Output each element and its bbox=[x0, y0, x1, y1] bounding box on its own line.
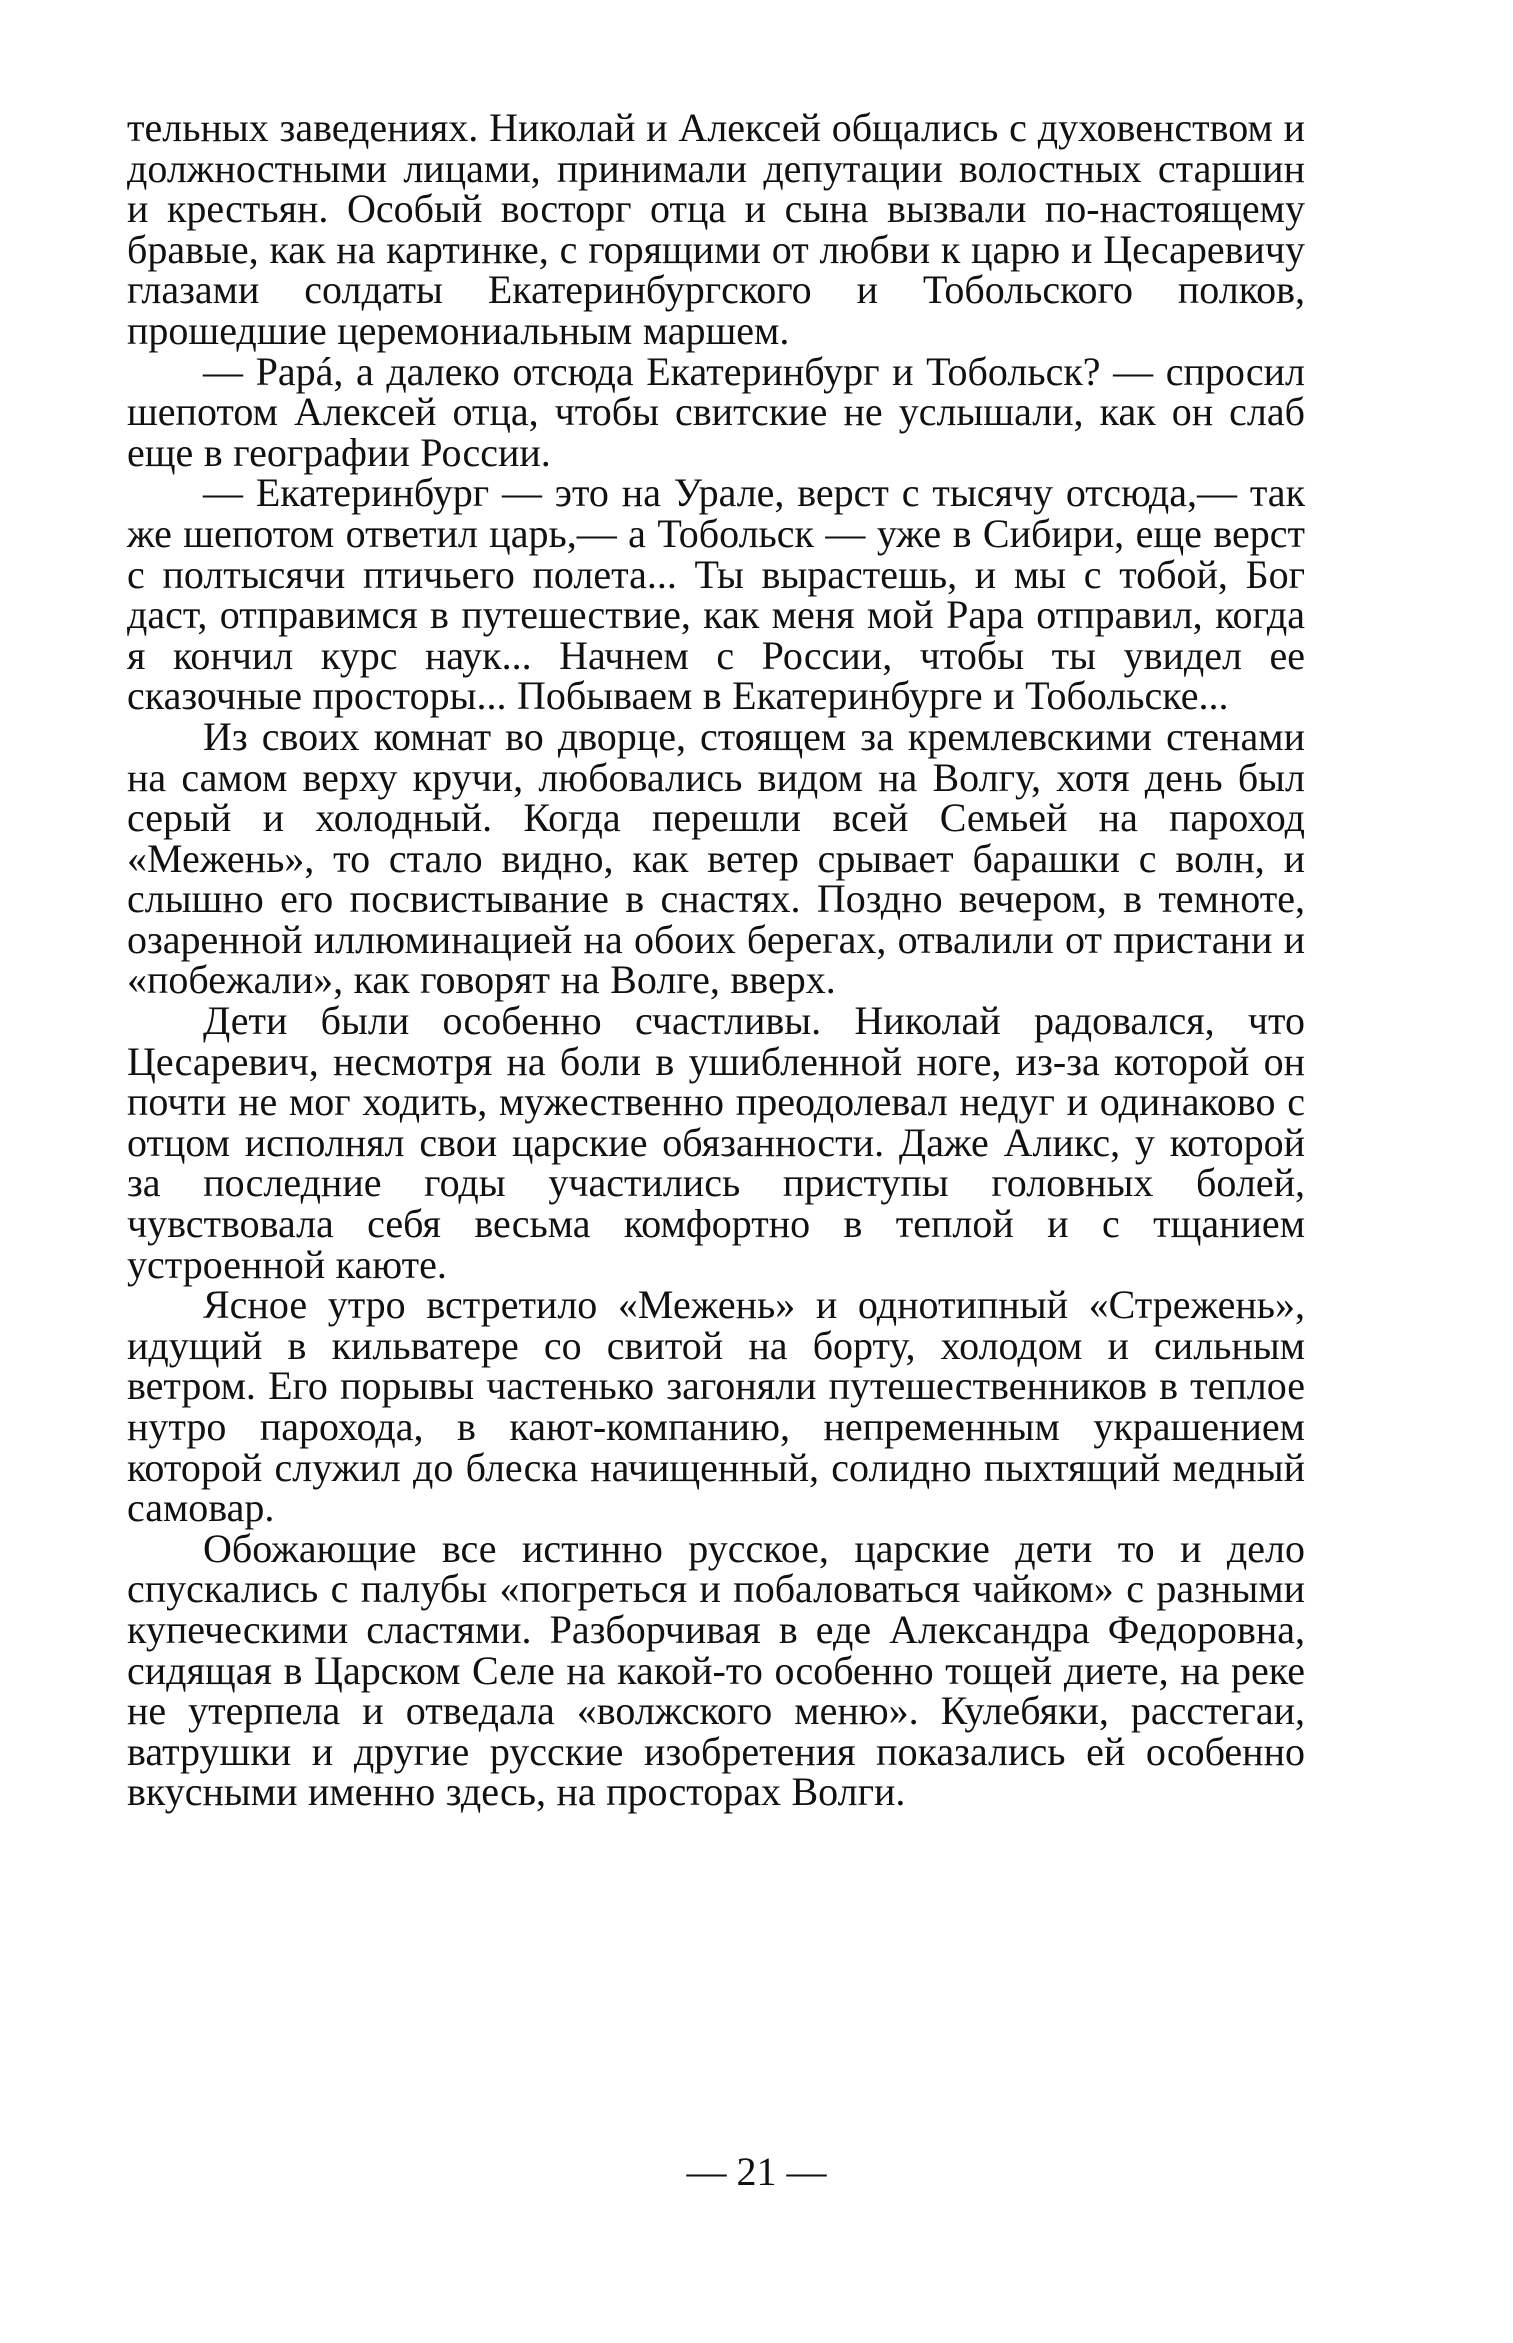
paragraph-4: Из своих комнат во дворце, стоящем за кремлевскими стенами на самом верху кручи, любовались видом на Волгу, хотя день был серый и холодный. Когда перешли всей Семьей на пароход «Межень», то стало видно, как ветер срывает барашки с волн, и слышно его посвистывание в снастях. Поздно вечером, в темноте, озаренной иллюминацией на обоих берегах, отвалили от пристани и «побежали», как говорят на Волге, вверх. bbox=[127, 713, 1305, 1003]
page-body bbox=[127, 105, 1305, 1815]
paragraph-2: — Papá, а далеко отсюда Екатеринбург и Тобольск? — спросил шепотом Алексей отца, чтобы свитские не услышали, как он слаб еще в географии России. bbox=[127, 348, 1305, 475]
paragraph-5: Дети были особенно счастливы. Николай радовался, что Цесаревич, несмотря на боли в ушибленной ноге, из-за которой он почти не мог ходить, мужественно преодолевал недуг и одинаково с отцом исполнял свои царские обязанности. Даже Аликс, у которой за последние годы участились приступы головных болей, чувствовала себя весьма комфортно в теплой и с тщанием устроенной каюте. bbox=[127, 998, 1305, 1287]
paragraph-7: Обожающие все истинно русское, царские дети то и дело спускались с палубы «погреться и побаловаться чайком» с разными купеческими сластями. Разборчивая в еде Александра Федоровна, сидящая в Царском Селе на какой-то особенно тощей диете, на реке не утерпела и отведала «волжского меню». Кулебяки, расстегаи, ватрушки и другие русские изобретения показались ей особенно вкусными именно здесь, на просторах Волги. bbox=[127, 1525, 1305, 1815]
page-number: — 21 — bbox=[686, 2149, 827, 2194]
paragraph-1: тельных заведениях. Николай и Алексей общались с духовенством и должностными лицами, принимали депутации волостных старшин и крестьян. Особый восторг отца и сына вызвали по-настоящему бравые, как на картинке, с горящими от любви к царю и Цесаревичу глазами солдаты Екатеринбургского и Тобольского полков, прошедшие церемониальным маршем. bbox=[127, 105, 1305, 353]
paragraph-6: Ясное утро встретило «Межень» и однотипный «Стрежень», идущий в кильватере со свитой на борту, холодом и сильным ветром. Его порывы частенько загоняли путешественников в теплое нутро парохода, в кают-компанию, непременным украшением которой служил до блеска начищенный, солидно пыхтящий медный самовар. bbox=[127, 1282, 1305, 1531]
paragraph-3: — Екатеринбург — это на Урале, верст с тысячу отсюда,— так же шепотом ответил царь,— а Тобольск — уже в Сибири, еще верст с полтысячи птичьего полета... Ты вырастешь, и мы с тобой, Бог даст, отправимся в путешествие, как меня мой Papa отправил, когда я кончил курс наук... Начнем с России, чтобы ты увидел ее сказочные просторы... Побываем в Екатеринбурге и Тобольске... bbox=[127, 470, 1305, 719]
